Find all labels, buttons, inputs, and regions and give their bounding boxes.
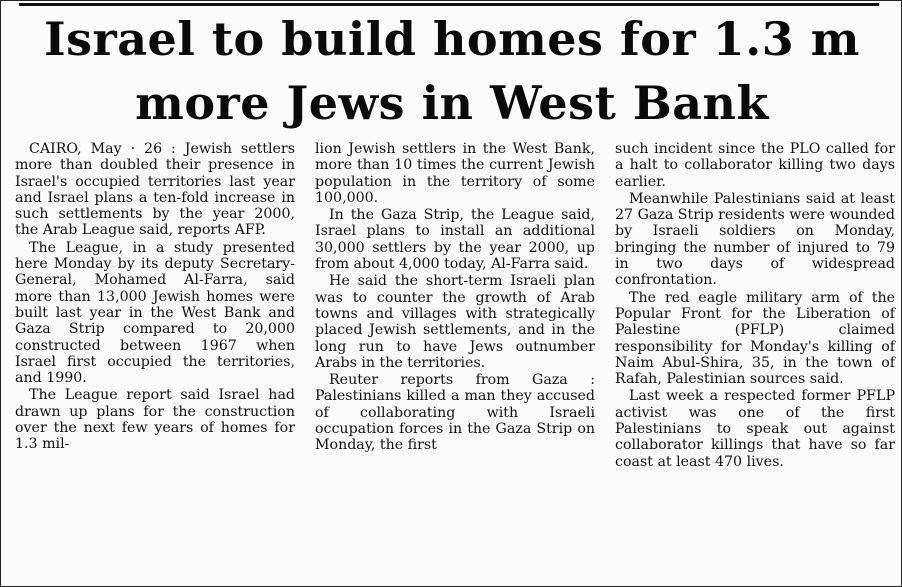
- paragraph: The League report said Israel had drawn up plans for the construction over the next few years of homes for 1.3 mil-: [15, 387, 295, 453]
- column-1: [15, 141, 295, 586]
- paragraph: CAIRO, May · 26 : Jewish settlers more than doubled their presence in Israel's occupied territories last year and Israel plans a ten-fold increase in such settlements by the year 2000, the Arab League said, reports AFP.: [15, 141, 295, 239]
- paragraph: Meanwhile Palestinians said at least 27 Gaza Strip residents were wounded by Israeli soldiers on Monday, bringing the number of injured to 79 in two days of widespread confrontation.: [615, 190, 895, 289]
- paragraph: such incident since the PLO called for a halt to collaborator killing two days earlier.: [615, 141, 895, 190]
- top-rule: [19, 3, 879, 6]
- paragraph: Reuter reports from Gaza : Palestinians killed a man they accused of collaborating with Israeli occupation forces in the Gaza Strip on Monday, the first: [315, 372, 595, 454]
- paragraph: The red eagle military arm of the Popular Front for the Liberation of Palestine (PFLP) claimed responsibility for Monday's killing of Naim Abul-Shira, 35, in the town of Rafah, Palestinian sources said.: [615, 289, 895, 388]
- headline-line-1: Israel to build homes for 1.3 m: [44, 12, 860, 66]
- paragraph: lion Jewish settlers in the West Bank, more than 10 times the current Jewish population in the territory of some 100,000.: [315, 141, 595, 206]
- article-body: [15, 141, 895, 586]
- column-2: [315, 141, 595, 586]
- paragraph: The League, in a study presented here Monday by its deputy Secretary-General, Mohamed Al-Farra, said more than 13,000 Jewish homes were built last year in the West Bank and Gaza Strip compared to 20,000 constructed between 1967 when Israel first occupied the territories, and 1990.: [15, 239, 295, 387]
- headline-line-2: more Jews in West Bank: [135, 76, 769, 130]
- paragraph: Last week a respected former PFLP activist was one of the first Palestinians to speak out against collaborator killings that have so far coast at least 470 lives.: [615, 388, 895, 470]
- headline: [1, 7, 902, 135]
- paragraph: He said the short-term Israeli plan was to counter the growth of Arab towns and villages with strategically placed Jewish settlements, and in the long run to have Jews outnumber Arabs in the territories.: [315, 273, 595, 371]
- column-3: [615, 141, 895, 586]
- paragraph: In the Gaza Strip, the League said, Israel plans to install an additional 30,000 settlers by the year 2000, up from about 4,000 today, Al-Farra said.: [315, 207, 595, 273]
